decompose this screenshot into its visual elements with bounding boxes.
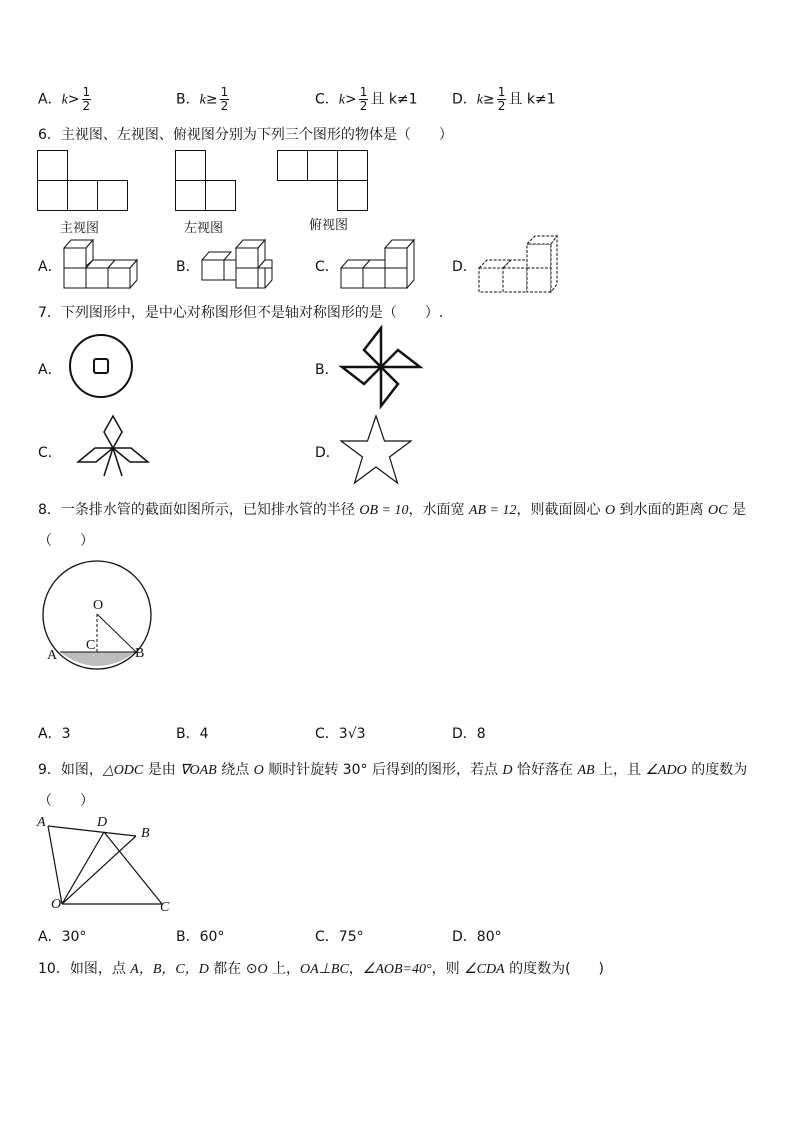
var-k: k <box>338 92 345 108</box>
q9-option-a: A．30° <box>38 929 87 945</box>
fraction: $\frac{1}{2}$ <box>82 85 91 113</box>
q6-option-a-solid <box>62 232 138 290</box>
q6-option-c-solid <box>339 232 415 290</box>
q6-option-a-letter: A． <box>38 259 62 275</box>
q6-front-view-label: 主视图 <box>60 221 100 236</box>
q6-option-d-solid <box>477 232 559 294</box>
q6-front-view <box>37 150 129 212</box>
option-tail: 且 k≠1 <box>508 91 556 108</box>
q9-option-d: D．80° <box>452 929 502 945</box>
q8-label-c: C <box>86 638 96 653</box>
q8-label-o: O <box>93 598 104 613</box>
q6-stem: 6．主视图、左视图、俯视图分别为下列三个图形的物体是（ ） <box>38 127 453 143</box>
q9-answer-paren: （ ） <box>38 793 94 809</box>
q6-left-view <box>175 150 237 212</box>
q6-top-view <box>277 150 369 212</box>
q8-label-b: B <box>135 646 145 661</box>
option-letter: D． <box>452 91 477 108</box>
relation: ≥ <box>483 91 495 108</box>
q7-option-c-letter: C． <box>38 445 62 461</box>
fraction: $\frac{1}{2}$ <box>220 85 229 113</box>
q8-option-d: D．8 <box>452 726 486 742</box>
q9-label-o: O <box>51 897 62 912</box>
q6-option-b-solid <box>200 236 280 290</box>
option-tail: 且 k≠1 <box>370 91 418 108</box>
q7-stem: 7．下列图形中，是中心对称图形但不是轴对称图形的是（ ）. <box>38 305 444 321</box>
var-k: k <box>199 92 206 108</box>
option-letter: B． <box>176 91 200 108</box>
relation: > <box>345 91 357 108</box>
q6-option-c-letter: C． <box>315 259 339 275</box>
fraction: $\frac{1}{2}$ <box>359 85 368 113</box>
fraction: $\frac{1}{2}$ <box>497 85 506 113</box>
q9-option-b: B．60° <box>176 929 225 945</box>
relation: ≥ <box>205 91 218 108</box>
q5-option-c <box>315 86 418 113</box>
q8-option-b: B．4 <box>176 726 209 742</box>
width-expression: AB = 12 <box>468 503 517 518</box>
q6-option-d-letter: D． <box>452 259 477 275</box>
var-k: k <box>476 92 483 108</box>
q7-three-diamond-figure <box>76 414 150 482</box>
q6-left-view-label: 左视图 <box>184 221 224 236</box>
q8-stem: 8．一条排水管的截面如图所示，已知排水管的半径 OB = 10，水面宽 AB = 12，则截面圆心 O 到水面的距离 OC 是 <box>38 502 746 518</box>
q9-option-c: C．75° <box>315 929 364 945</box>
q10-stem: 10．如图，点 A，B，C，D 都在 ⊙O 上，OA⊥BC，∠AOB=40°，则 ∠CDA 的度数为( ) <box>38 961 604 977</box>
q7-coin-figure <box>68 333 134 399</box>
q8-answer-paren: （ ） <box>38 533 94 549</box>
q9-label-b: B <box>141 826 150 841</box>
q5-option-b <box>176 86 231 113</box>
q8-label-a: A <box>47 648 58 663</box>
q9-stem: 9．如图，△ODC 是由 ∇OAB 绕点 O 顺时针旋转 30° 后得到的图形，若点 D 恰好落在 AB 上，且 ∠ADO 的度数为 <box>38 762 748 778</box>
q9-label-d: D <box>97 815 108 830</box>
q8-option-a: A．3 <box>38 726 71 742</box>
q6-option-b-letter: B． <box>176 259 200 275</box>
q6-top-view-label: 俯视图 <box>309 218 349 233</box>
q5-option-d <box>452 86 556 113</box>
option-letter: A． <box>38 91 62 108</box>
q7-option-d-letter: D． <box>315 445 340 461</box>
q9-label-c: C <box>160 900 170 915</box>
option-letter: C． <box>315 91 339 108</box>
relation: > <box>67 91 80 108</box>
q7-option-a-letter: A． <box>38 362 62 378</box>
radius-expression: OB = 10 <box>359 503 409 518</box>
q7-pinwheel-figure <box>340 326 422 408</box>
q8-option-c: C．3√3 <box>315 726 366 742</box>
q9-label-a: A <box>37 815 46 830</box>
q7-star-figure <box>338 414 414 486</box>
q5-option-a <box>38 86 93 113</box>
var-k: k <box>61 92 68 108</box>
q7-option-b-letter: B． <box>315 362 339 378</box>
